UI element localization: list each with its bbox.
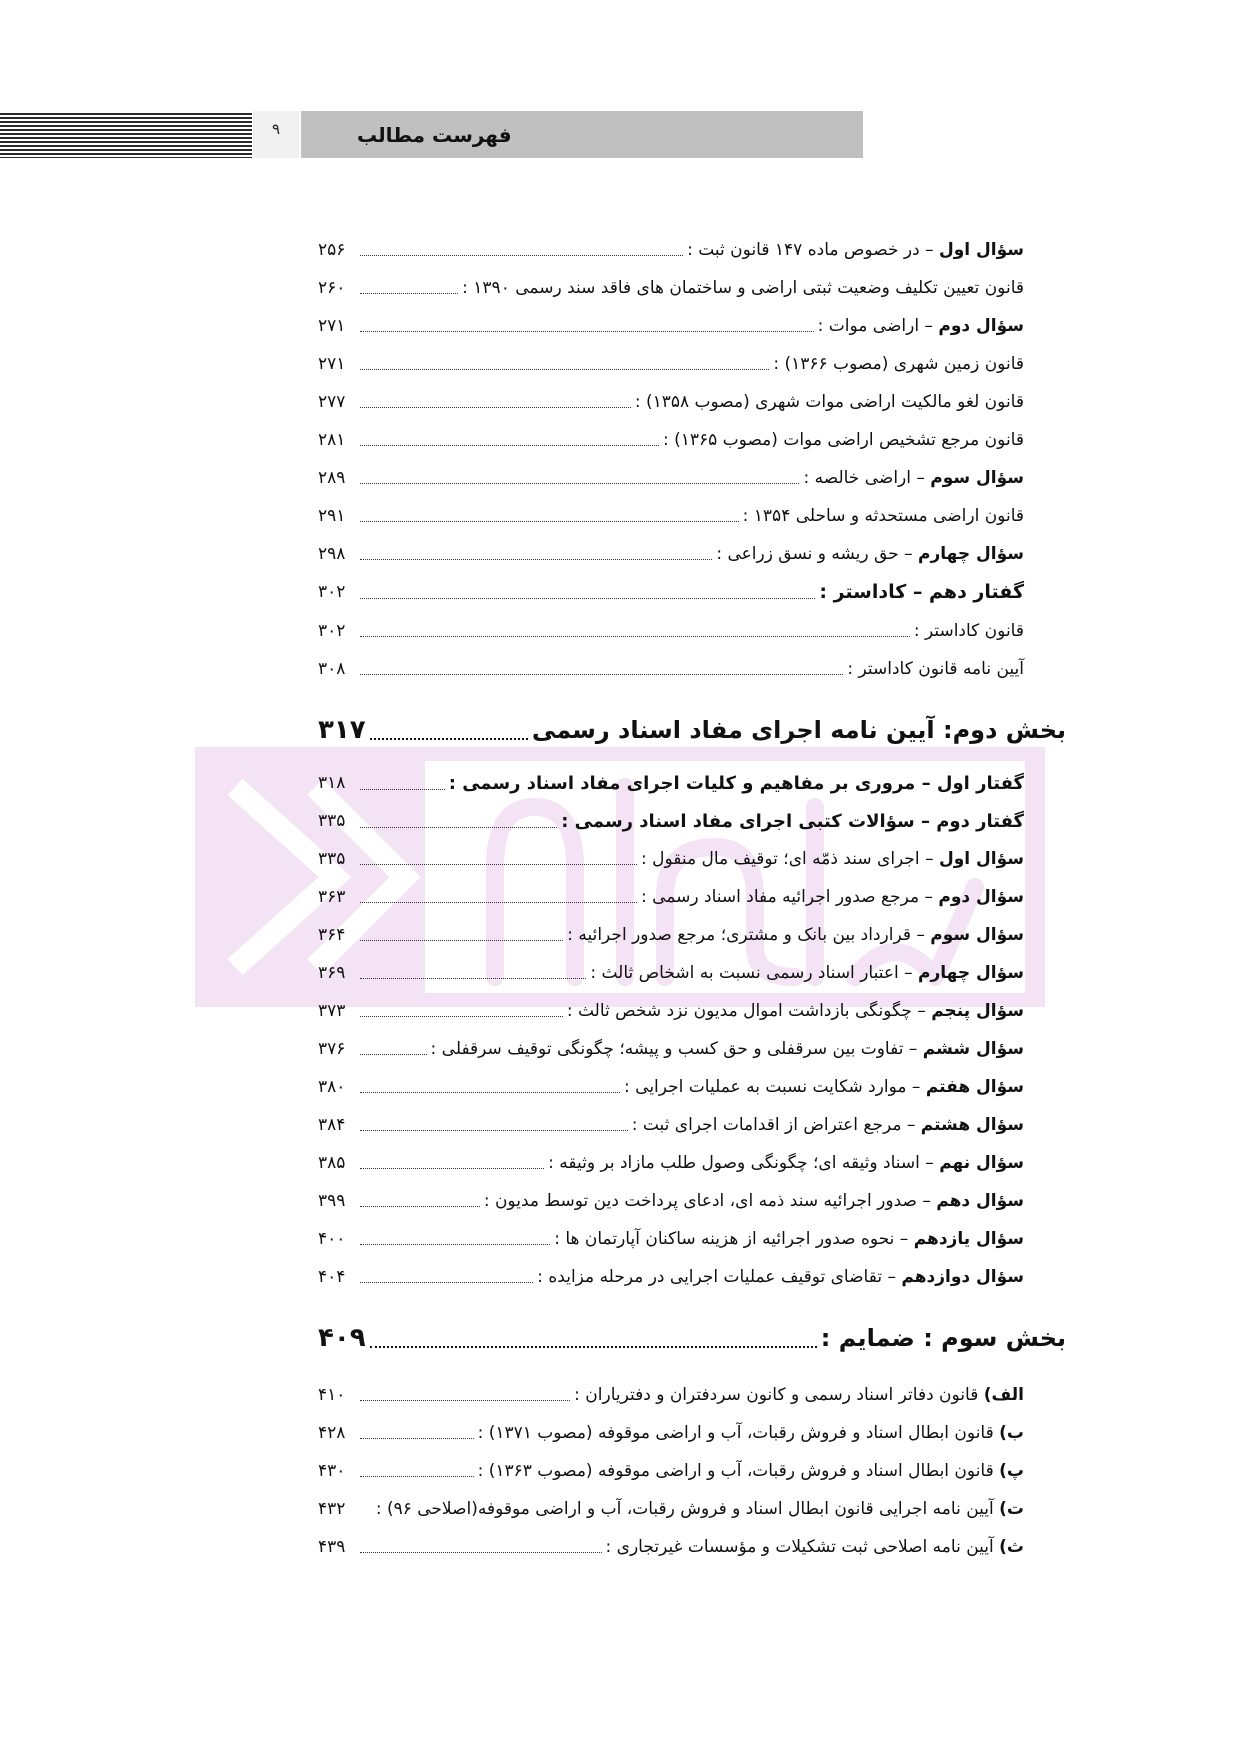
page-number: ۹	[271, 120, 281, 138]
entry-prefix: سؤال سوم	[930, 925, 1024, 945]
toc-entry[interactable]	[318, 918, 1024, 952]
entry-prefix: پ)	[999, 1461, 1024, 1481]
section-title: بخش دوم: آیین نامه اجرای مفاد اسناد رسمی	[531, 716, 1066, 744]
entry-prefix: سؤال دوم	[938, 316, 1024, 336]
entry-prefix: گفتار دهم – کاداستر	[833, 581, 1024, 603]
toc-entry[interactable]	[318, 842, 1024, 876]
leader-dots	[360, 657, 843, 675]
toc-entry[interactable]	[318, 652, 1024, 686]
leader-dots	[360, 542, 712, 560]
entry-page-number: ۴۰۰	[318, 1229, 346, 1249]
entry-text: – نحوه صدور اجرائیه از هزینه ساکنان آپارتمان ها :	[554, 1229, 914, 1249]
leader-dots	[360, 314, 814, 332]
entry-page-number: ۳۱۸	[318, 773, 346, 793]
entry-prefix: گفتار اول – مروری بر مفاهیم و کلیات اجرای مفاد اسناد رسمی	[462, 772, 1024, 794]
entry-page-number: ۳۰۲	[318, 582, 346, 602]
entry-page-number: ۲۷۱	[318, 354, 346, 374]
entry-page-number: ۳۶۹	[318, 963, 346, 983]
entry-text: – اجرای سند ذمّه ای؛ توقیف مال منقول :	[640, 849, 939, 869]
toc-entry[interactable]	[318, 1146, 1024, 1180]
entry-text: – اراضی خالصه :	[803, 468, 931, 488]
entry-page-number: ۲۷۱	[318, 316, 346, 336]
entry-page-number: ۴۳۰	[318, 1461, 346, 1481]
entry-text: قانون دفاتر اسناد رسمی و کانون سردفتران و دفتریاران :	[574, 1385, 984, 1405]
entry-page-number: ۲۵۶	[318, 240, 346, 260]
entry-page-number: ۴۱۰	[318, 1385, 346, 1405]
entry-page-number: ۳۹۹	[318, 1191, 346, 1211]
entry-text: – اسناد وثیقه ای؛ چگونگی وصول طلب مازاد بر وثیقه :	[548, 1153, 940, 1173]
entry-page-number: ۴۳۲	[318, 1499, 346, 1519]
toc-entry[interactable]	[318, 423, 1024, 457]
entry-page-number: ۳۷۶	[318, 1039, 346, 1059]
entry-prefix: ث)	[999, 1537, 1024, 1557]
entry-text: – قرارداد بین بانک و مشتری؛ مرجع صدور اجرائیه :	[567, 925, 931, 945]
toc-entry[interactable]	[318, 537, 1024, 571]
entry-text: – مرجع صدور اجرائیه مفاد اسناد رسمی :	[641, 887, 939, 907]
toc-entry[interactable]	[318, 461, 1024, 495]
entry-text: – مرجع اعتراض از اقدامات اجرای ثبت :	[631, 1115, 921, 1135]
toc-appendix-entry[interactable]	[318, 1378, 1024, 1412]
leader-dots	[360, 923, 563, 941]
entry-prefix: سؤال ششم	[922, 1039, 1024, 1059]
leader-dots	[360, 1151, 544, 1169]
entry-page-number: ۴۲۸	[318, 1423, 346, 1443]
entry-page-number: ۳۳۵	[318, 811, 346, 831]
entry-text: آیین نامه اصلاحی ثبت تشکیلات و مؤسسات غیرتجاری :	[605, 1537, 1000, 1557]
entry-page-number: ۲۸۱	[318, 430, 346, 450]
entry-prefix: سؤال سوم	[930, 468, 1024, 488]
toc-section-heading[interactable]	[318, 710, 1066, 750]
toc-appendix-entry[interactable]	[318, 1416, 1024, 1450]
toc-appendix-entry[interactable]	[318, 1492, 1024, 1526]
entry-page-number: ۲۷۷	[318, 392, 346, 412]
entry-page-number: ۳۸۰	[318, 1077, 346, 1097]
header-title-bar	[301, 111, 863, 158]
entry-page-number: ۴۳۹	[318, 1537, 346, 1557]
toc-section-heading[interactable]	[318, 1318, 1066, 1358]
toc-entry[interactable]	[318, 271, 1024, 305]
entry-text: – اعتبار اسناد رسمی نسبت به اشخاص ثالث :	[590, 963, 919, 983]
leader-dots	[360, 847, 637, 865]
entry-prefix: سؤال هفتم	[925, 1077, 1024, 1097]
leader-dots	[360, 1498, 372, 1515]
entry-text: :	[561, 810, 575, 832]
entry-text: قانون لغو مالکیت اراضی موات شهری (مصوب ۱۳۵۸) :	[634, 392, 1024, 412]
toc-entry[interactable]	[318, 614, 1024, 648]
entry-prefix: سؤال دوم	[938, 887, 1024, 907]
page-title: فهرست مطالب	[357, 123, 512, 147]
entry-prefix: سؤال یازدهم	[913, 1229, 1024, 1249]
entry-page-number: ۴۰۴	[318, 1267, 346, 1287]
toc-entry[interactable]	[318, 1184, 1024, 1218]
toc-entry[interactable]	[318, 1070, 1024, 1104]
leader-dots	[360, 1075, 620, 1093]
entry-text: قانون اراضی مستحدثه و ساحلی ۱۳۵۴ :	[742, 506, 1024, 526]
entry-prefix: گفتار دوم – سؤالات کتبی اجرای مفاد اسناد رسمی	[574, 810, 1024, 832]
entry-page-number: ۳۳۵	[318, 849, 346, 869]
entry-prefix: الف)	[983, 1385, 1024, 1405]
entry-text: – حق ریشه و نسق زراعی :	[716, 544, 919, 564]
leader-dots	[360, 885, 637, 903]
leader-dots	[360, 619, 910, 637]
leader-dots	[360, 1459, 474, 1477]
entry-page-number: ۲۹۸	[318, 544, 346, 564]
section-page-number: ۳۱۷	[318, 715, 366, 745]
toc-entry[interactable]	[318, 347, 1024, 381]
entry-text: – در خصوص ماده ۱۴۷ قانون ثبت :	[687, 240, 939, 260]
toc-entry[interactable]	[318, 309, 1024, 343]
entry-page-number: ۳۸۵	[318, 1153, 346, 1173]
toc-entry[interactable]	[318, 994, 1024, 1028]
entry-prefix: سؤال دهم	[936, 1191, 1024, 1211]
section-title: بخش سوم : ضمایم :	[820, 1324, 1066, 1352]
entry-text: :	[819, 581, 834, 603]
entry-text: – موارد شکایت نسبت به عملیات اجرایی :	[624, 1077, 926, 1097]
entry-prefix: سؤال چهارم	[918, 963, 1024, 983]
toc-entry[interactable]	[318, 385, 1024, 419]
leader-dots	[360, 809, 557, 828]
leader-dots	[360, 390, 631, 408]
toc-chapter-entry[interactable]	[318, 766, 1024, 800]
entry-page-number: ۲۶۰	[318, 278, 346, 298]
entry-page-number: ۳۷۳	[318, 1001, 346, 1021]
entry-page-number: ۳۰۸	[318, 659, 346, 679]
leader-dots	[360, 504, 739, 522]
entry-page-number: ۲۹۱	[318, 506, 346, 526]
entry-page-number: ۳۰۲	[318, 621, 346, 641]
entry-page-number: ۳۶۴	[318, 925, 346, 945]
leader-dots	[370, 714, 528, 740]
toc-entry[interactable]	[318, 880, 1024, 914]
entry-text: قانون زمین شهری (مصوب ۱۳۶۶) :	[773, 354, 1024, 374]
entry-prefix: سؤال نهم	[939, 1153, 1024, 1173]
toc-appendix-entry[interactable]	[318, 1454, 1024, 1488]
leader-dots	[360, 579, 815, 599]
leader-dots	[360, 1037, 427, 1055]
entry-page-number: ۲۸۹	[318, 468, 346, 488]
entry-text: :	[448, 772, 463, 794]
leader-dots	[360, 1113, 628, 1131]
toc-entry[interactable]	[318, 1032, 1024, 1066]
leader-dots	[360, 276, 458, 294]
toc-entry[interactable]	[318, 956, 1024, 990]
header-page-number-box	[253, 111, 299, 158]
entry-text: قانون ابطال اسناد و فروش رقبات، آب و اراضی موقوفه (مصوب ۱۳۷۱) :	[477, 1423, 1000, 1443]
leader-dots	[360, 999, 563, 1017]
toc-entry[interactable]	[318, 1260, 1024, 1294]
leader-dots	[360, 428, 659, 446]
leader-dots	[360, 1421, 474, 1439]
leader-dots	[360, 1383, 570, 1401]
leader-dots	[360, 1265, 533, 1283]
entry-prefix: سؤال اول	[938, 240, 1024, 260]
header-decorative-lines	[0, 111, 252, 158]
section-page-number: ۴۰۹	[318, 1323, 366, 1353]
entry-prefix: سؤال هشتم	[920, 1115, 1024, 1135]
entry-page-number: ۳۶۳	[318, 887, 346, 907]
entry-text: – صدور اجرائیه سند ذمه ای، ادعای پرداخت دین توسط مدیون :	[483, 1191, 937, 1211]
toc-entry[interactable]	[318, 233, 1024, 267]
entry-prefix: سؤال پنجم	[931, 1001, 1024, 1021]
leader-dots	[360, 352, 769, 370]
toc-entry[interactable]	[318, 499, 1024, 533]
entry-prefix: ت)	[999, 1499, 1024, 1519]
entry-prefix: سؤال دوازدهم	[901, 1267, 1024, 1287]
toc-entry[interactable]	[318, 1108, 1024, 1142]
entry-text: قانون ابطال اسناد و فروش رقبات، آب و اراضی موقوفه (مصوب ۱۳۶۳) :	[477, 1461, 1000, 1481]
entry-text: آیین نامه قانون کاداستر :	[847, 659, 1024, 679]
entry-page-number: ۳۸۴	[318, 1115, 346, 1135]
entry-prefix: سؤال چهارم	[918, 544, 1024, 564]
entry-text: آیین نامه اجرایی قانون ابطال اسناد و فروش رقبات، آب و اراضی موقوفه(اصلاحی ۹۶) :	[375, 1499, 1000, 1519]
leader-dots	[360, 238, 683, 256]
leader-dots	[370, 1322, 817, 1348]
entry-text: قانون کاداستر :	[913, 621, 1024, 641]
entry-prefix: سؤال اول	[938, 849, 1024, 869]
leader-dots	[360, 466, 799, 484]
entry-text: قانون مرجع تشخیص اراضی موات (مصوب ۱۳۶۵) :	[662, 430, 1024, 450]
toc-chapter-entry[interactable]	[318, 804, 1024, 838]
leader-dots	[360, 1189, 480, 1207]
entry-text: – تفاوت بین سرقفلی و حق کسب و پیشه؛ چگونگی توقیف سرقفلی :	[430, 1039, 923, 1059]
leader-dots	[360, 1227, 550, 1245]
entry-text: – تقاضای توقیف عملیات اجرایی در مرحله مزایده :	[537, 1267, 902, 1287]
entry-text: – چگونگی بازداشت اموال مدیون نزد شخص ثالث :	[566, 1001, 932, 1021]
leader-dots	[360, 771, 445, 790]
toc-appendix-entry[interactable]	[318, 1530, 1024, 1564]
entry-text: – اراضی موات :	[817, 316, 939, 336]
entry-text: قانون تعیین تکلیف وضعیت ثبتی اراضی و ساختمان های فاقد سند رسمی ۱۳۹۰ :	[462, 278, 1024, 298]
leader-dots	[360, 1535, 602, 1553]
toc-entry[interactable]	[318, 1222, 1024, 1256]
toc-chapter-entry[interactable]	[318, 575, 1024, 609]
entry-prefix: ب)	[999, 1423, 1024, 1443]
leader-dots	[360, 961, 586, 979]
